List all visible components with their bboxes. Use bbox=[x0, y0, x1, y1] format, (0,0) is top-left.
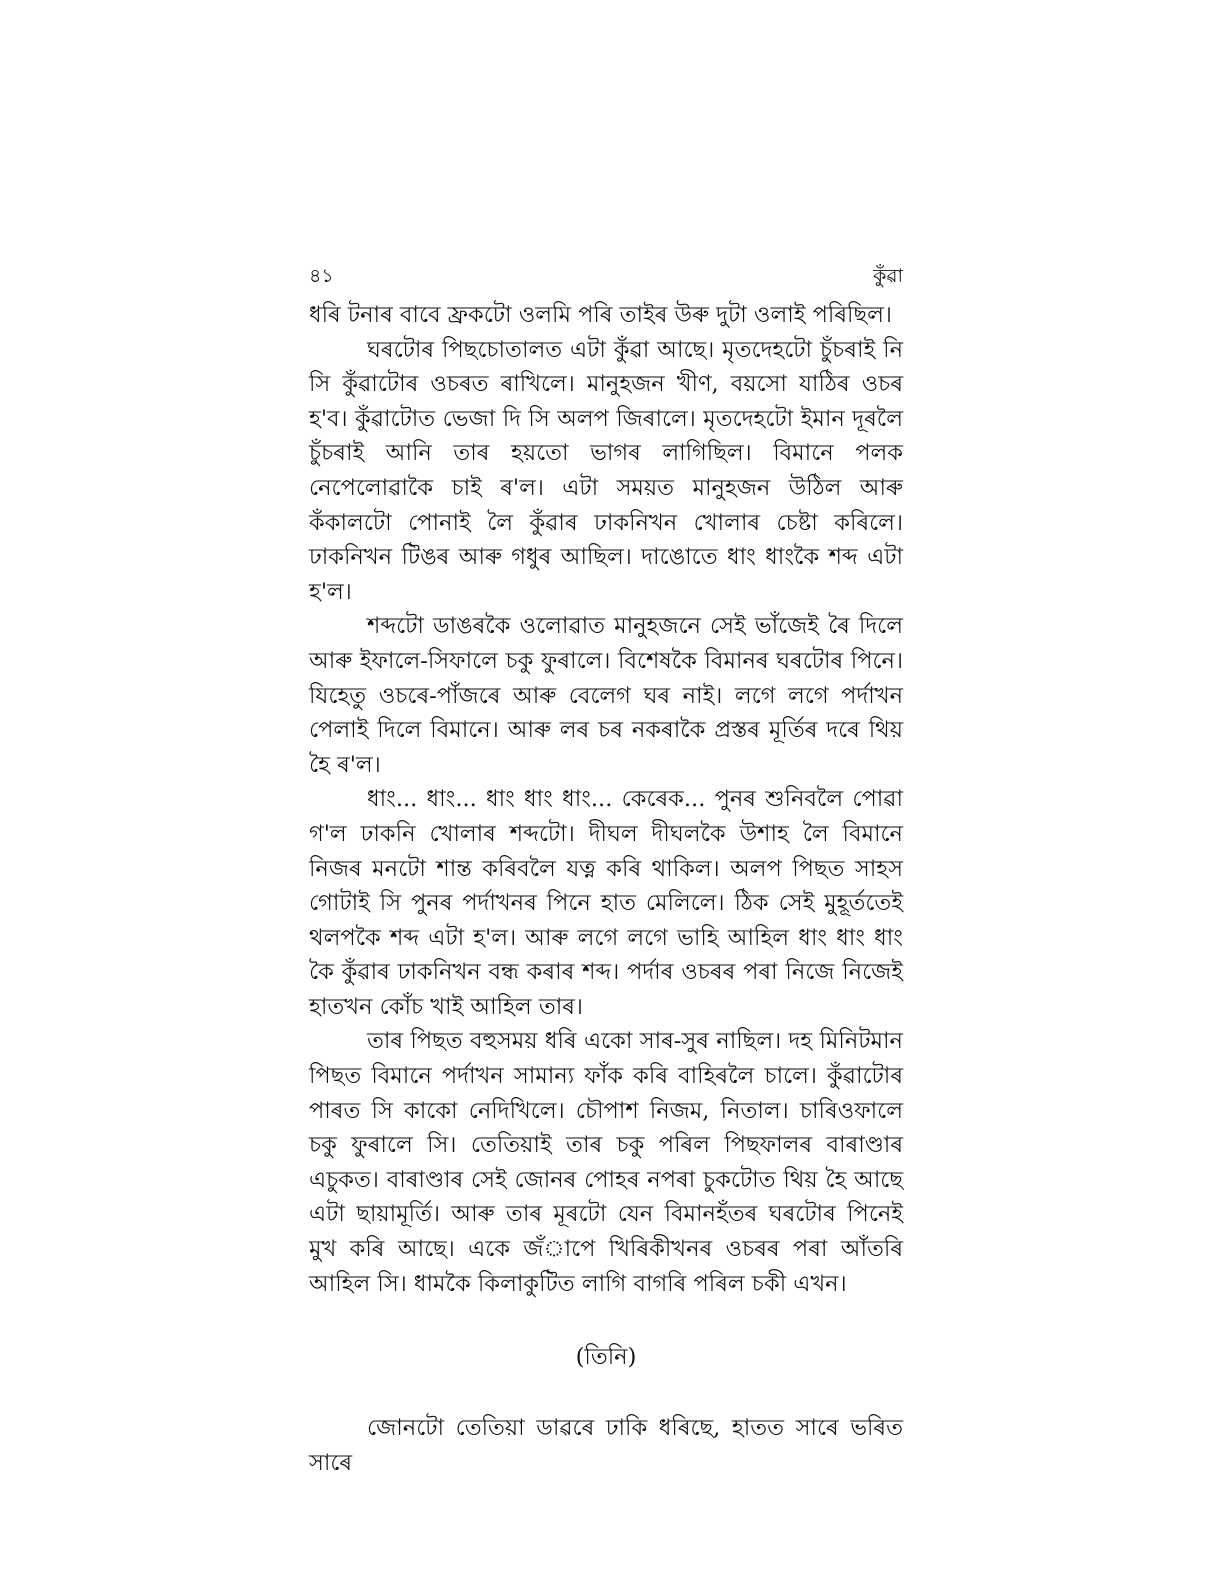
paragraph: ঘৰটোৰ পিছচোতালত এটা কুঁৱা আছে। মৃতদেহটো চুঁচৰাই নি সি কুঁৱাটোৰ ওচৰত ৰাখিলে। মানুহজন খীণ, বয়সো যাঠিৰ ওচৰ হ'ব। কুঁৱাটোত ভেজা দি সি অলপ জিৰালে। মৃতদেহটো ইমান দূৰলৈ চুঁচৰাই আনি তাৰ হয়তো ভাগৰ লাগিছিল। বিমানে পলক নেপেলোৱাকৈ চাই ৰ'ল। এটা সময়ত মানুহজন উঠিল আৰু কঁকালটো পোনাই লৈ কুঁৱাৰ ঢাকনিখন খোলাৰ চেষ্টা কৰিলে। ঢাকনিখন টিঙৰ আৰু গধুৰ আছিল। দাঙোতে ধাং ধাংকৈ শব্দ এটা হ'ল। bbox=[309, 336, 903, 605]
paragraph: জোনটো তেতিয়া ডাৱৰে ঢাকি ধৰিছে, হাতত সাৰে ভৰিত সাৰে bbox=[309, 1415, 903, 1476]
paragraph: ধাং... ধাং... ধাং ধাং ধাং... কেৰেক... পুনৰ শুনিবলৈ পোৱা গ'ল ঢাকনি খোলাৰ শব্দটো। দীঘল দীঘলকৈ উশাহ লৈ বিমানে নিজৰ মনটো শান্ত কৰিবলৈ যত্ন কৰি থাকিল। অলপ পিছত সাহস গোটাই সি পুনৰ পৰ্দাখনৰ পিনে হাত মেলিলে। ঠিক সেই মুহূৰ্ততেই থলপকৈ শব্দ এটা হ'ল। আৰু লগে লগে ভাহি আহিল ধাং ধাং ধাং কৈ কুঁৱাৰ ঢাকনিখন বন্ধ কৰাৰ শব্দ। পৰ্দাৰ ওচৰৰ পৰা নিজে নিজেই হাতখন কোঁচ খাই আহিল তাৰ। bbox=[309, 786, 903, 1020]
book-page bbox=[309, 262, 903, 1480]
page-number: ৪১ bbox=[309, 265, 334, 287]
body-text bbox=[309, 298, 903, 1301]
section-heading: (তিনি) bbox=[575, 1344, 637, 1371]
paragraph: তাৰ পিছত বহুসময় ধৰি একো সাৰ-সুৰ নাছিল। দহ মিনিটমান পিছত বিমানে পৰ্দাখন সামান্য ফাঁক কৰি বাহিৰলৈ চালে। কুঁৱাটোৰ পাৰত সি কাকো নেদিখিলে। চৌপাশ নিজম, নিতাল। চাৰিওফালে চকু ফুৰালে সি। তেতিয়াই তাৰ চকু পৰিল পিছফালৰ বাৰাণ্ডাৰ এচুকত। বাৰাণ্ডাৰ সেই জোনৰ পোহৰ নপৰা চুকটোত থিয় হৈ আছে এটা ছায়ামূৰ্তি। আৰু তাৰ মূৰটো যেন বিমানহঁতৰ ঘৰটোৰ পিনেই মুখ কৰি আছে। একে জঁাপে খিৰিকীখনৰ ওচৰৰ পৰা আঁতৰি আহিল সি। ধামকৈ কিলাকুটিত লাগি বাগৰি পৰিল চকী এখন। bbox=[309, 1028, 903, 1297]
paragraph-continued: ধৰি টনাৰ বাবে ফ্ৰকটো ওলমি পৰি তাইৰ উৰু দুটা ওলাই পৰিছিল। bbox=[309, 302, 892, 328]
paragraph: শব্দটো ডাঙৰকৈ ওলোৱাত মানুহজনে সেই ভাঁজেই ৰৈ দিলে আৰু ইফালে-সিফালে চকু ফুৰালে। বিশেষকৈ বিমানৰ ঘৰটোৰ পিনে। যিহেতু ওচৰে-পাঁজৰে আৰু বেলেগ ঘৰ নাই। লগে লগে পৰ্দাখন পেলাই দিলে বিমানে। আৰু লৰ চৰ নকৰাকৈ প্ৰস্তৰ মূৰ্তিৰ দৰে থিয় হৈ ৰ'ল। bbox=[309, 613, 903, 778]
section-body bbox=[309, 1411, 903, 1480]
page-header bbox=[309, 262, 903, 298]
running-title: কুঁৱা bbox=[873, 265, 903, 287]
